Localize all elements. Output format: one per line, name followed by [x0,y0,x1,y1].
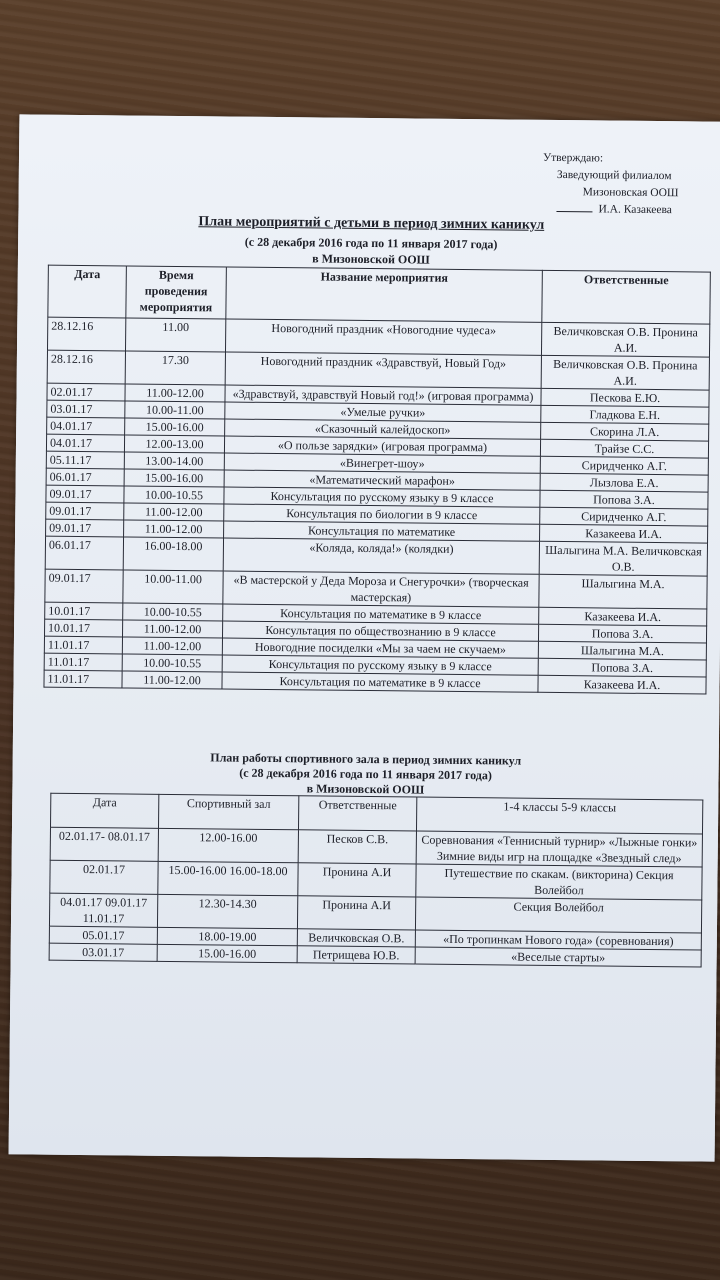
event-name: «Умелые ручки» [225,402,541,422]
sport-date: 02.01.17- 08.01.17 [50,827,158,861]
events-table [43,265,710,695]
event-date: 05.11.17 [46,451,124,469]
event-name: Консультация по обществознанию в 9 классе [222,621,538,641]
event-time: 11.00-12.00 [124,520,224,538]
event-responsible: Сиридченко А.Г. [540,507,708,526]
approval-school: Мизоновская ООШ [582,186,679,200]
sport-time: 18.00-19.00 [157,927,297,945]
event-time: 10.00-10.55 [123,603,223,621]
event-responsible: Казакеева И.А. [540,524,708,543]
event-time: 17.30 [125,351,225,385]
event-date: 11.01.17 [44,670,122,688]
event-time: 10.00-10.55 [122,654,222,672]
event-date: 03.01.17 [47,400,125,418]
event-name: Новогодний праздник «Здравствуй, Новый Год» [225,352,541,388]
event-date: 02.01.17 [47,383,125,401]
header-date: Дата [48,265,127,318]
header-time: Время проведения мероприятия [126,266,227,319]
event-date: 09.01.17 [46,502,124,520]
sport-header-hall: Спортивный зал [158,794,298,829]
event-responsible: Пескова Е.Ю. [541,388,709,407]
sport-responsible: Петрищева Ю.В. [297,946,415,964]
event-responsible: Шалыгина М.А. [538,641,706,660]
sport-date: 03.01.17 [49,943,157,961]
event-date: 09.01.17 [46,485,124,503]
event-responsible: Скорина Л.А. [541,422,709,441]
sport-time: 15.00-16.00 16.00-18.00 [158,861,298,895]
event-name: «О пользе зарядки» (игровая программа) [224,436,540,456]
event-responsible: Попова З.А. [540,490,708,509]
event-date: 28.12.16 [47,350,125,384]
event-name: «Здравствуй, здравствуй Новый год!» (игровая программа) [225,385,541,405]
header-responsible: Ответственные [542,270,711,324]
event-responsible: Величковская О.В. Пронина А.И. [541,322,709,357]
event-time: 11.00-12.00 [122,671,222,689]
sport-header-responsible: Ответственные [298,796,416,831]
event-name: «Математический марафон» [224,470,540,490]
sport-time: 12.30-14.30 [157,894,297,928]
event-responsible: Величковская О.В. Пронина А.И. [541,355,709,390]
event-time: 15.00-16.00 [124,469,224,487]
sport-header-classes: 1-4 классы 5-9 классы [416,797,702,834]
sport-responsible: Пронина А.И [297,896,415,930]
event-name: Консультация по математике [224,521,540,541]
event-name: Новогодние посиделки «Мы за чаем не скучаем» [222,638,538,658]
event-date: 28.12.16 [47,317,125,351]
event-date: 09.01.17 [46,519,124,537]
sport-header-date: Дата [51,793,159,828]
sport-date: 02.01.17 [50,860,158,894]
event-responsible: Сиридченко А.Г. [540,456,708,475]
event-time: 12.00-13.00 [124,435,224,453]
event-responsible: Шалыгина М.А. [539,574,707,609]
event-name: Консультация по математике в 9 классе [223,604,539,624]
header-name: Название мероприятия [226,267,543,322]
event-time: 11.00 [125,318,225,352]
event-date: 10.01.17 [45,602,123,620]
event-name: «Коляда, коляда!» (колядки) [223,538,539,574]
event-responsible: Трайзе С.С. [540,439,708,458]
event-time: 16.00-18.00 [123,537,223,571]
event-responsible: Попова З.А. [538,658,706,677]
event-time: 11.00-12.00 [122,620,222,638]
plan1-period: (с 28 декабря 2016 года по 11 января 2017 года) [244,234,498,252]
event-date: 11.01.17 [44,653,122,671]
event-responsible: Гладкова Е.Н. [541,405,709,424]
event-time: 10.00-11.00 [125,401,225,419]
event-time: 11.00-12.00 [122,637,222,655]
event-name: «В мастерской у Деда Мороза и Снегурочки» (творческая мастерская) [223,571,539,607]
event-responsible: Казакеева И.А. [539,607,707,626]
sport-hall-table [49,793,704,968]
event-responsible: Попова З.А. [538,624,706,643]
event-name: Консультация по русскому языку в 9 классе [224,487,540,507]
event-time: 10.00-11.00 [123,570,223,604]
sport-activity: Путешествие по скакам. (викторина) Секция Волейбол [416,864,702,900]
sport-activity: «По тропинкам Нового года» (соревнования) [415,930,701,950]
event-name: Консультация по русскому языку в 9 классе [222,655,538,675]
sport-time: 15.00-16.00 [157,944,297,962]
event-time: 11.00-12.00 [124,503,224,521]
event-responsible: Лызлова Е.А. [540,473,708,492]
sport-time: 12.00-16.00 [158,828,298,862]
event-time: 11.00-12.00 [125,384,225,402]
event-responsible: Казакеева И.А. [538,675,706,694]
event-time: 15.00-16.00 [125,418,225,436]
event-responsible: Шалыгина М.А. Величковская О.В. [539,541,707,576]
sport-date: 05.01.17 [49,926,157,944]
sport-responsible: Пронина А.И [298,863,416,897]
event-name: «Винегрет-шоу» [224,453,540,473]
document-page [9,114,720,1161]
approval-signer: И.А. Казакеева [598,203,672,217]
event-date: 09.01.17 [45,569,123,603]
event-date: 04.01.17 [46,434,124,452]
event-date: 04.01.17 [47,417,125,435]
approval-block [542,150,713,220]
events-header-row [48,265,711,324]
event-name: Консультация по биологии в 9 классе [224,504,540,524]
event-time: 13.00-14.00 [124,452,224,470]
approval-heading: Утверждаю: [542,151,604,165]
sport-activity: Соревнования «Теннисный турнир» «Лыжные гонки» Зимние виды игр на площадке «Звездный след» [416,831,702,867]
event-time: 10.00-10.55 [124,486,224,504]
sport-responsible: Песков С.В. [298,830,416,864]
approval-signature [542,201,712,220]
approval-position: Заведующий филиалом [556,168,672,183]
plan2-period: (с 28 декабря 2016 года по 11 января 2017 года) [239,765,492,783]
event-date: 10.01.17 [45,619,123,637]
sport-responsible: Величковская О.В. [297,929,415,947]
event-date: 11.01.17 [44,636,122,654]
sport-date: 04.01.17 09.01.17 11.01.17 [49,893,157,927]
event-name: «Сказочный калейдоскоп» [225,419,541,439]
sport-activity: Секция Волейбол [415,897,701,933]
event-name: Консультация по математике в 9 классе [222,672,538,692]
plan2-school: в Мизоновской ООШ [306,781,425,797]
event-date: 06.01.17 [45,536,123,570]
plan1-school: в Мизоновской ООШ [312,251,430,267]
plan1-title: План мероприятий с детьми в период зимних каникул [198,214,545,233]
event-name: Новогодний праздник «Новогодние чудеса» [225,319,541,355]
plan2-title: План работы спортивного зала в период зимних каникул [210,750,522,768]
event-date: 06.01.17 [46,468,124,486]
sport-activity: «Веселые старты» [415,947,701,967]
